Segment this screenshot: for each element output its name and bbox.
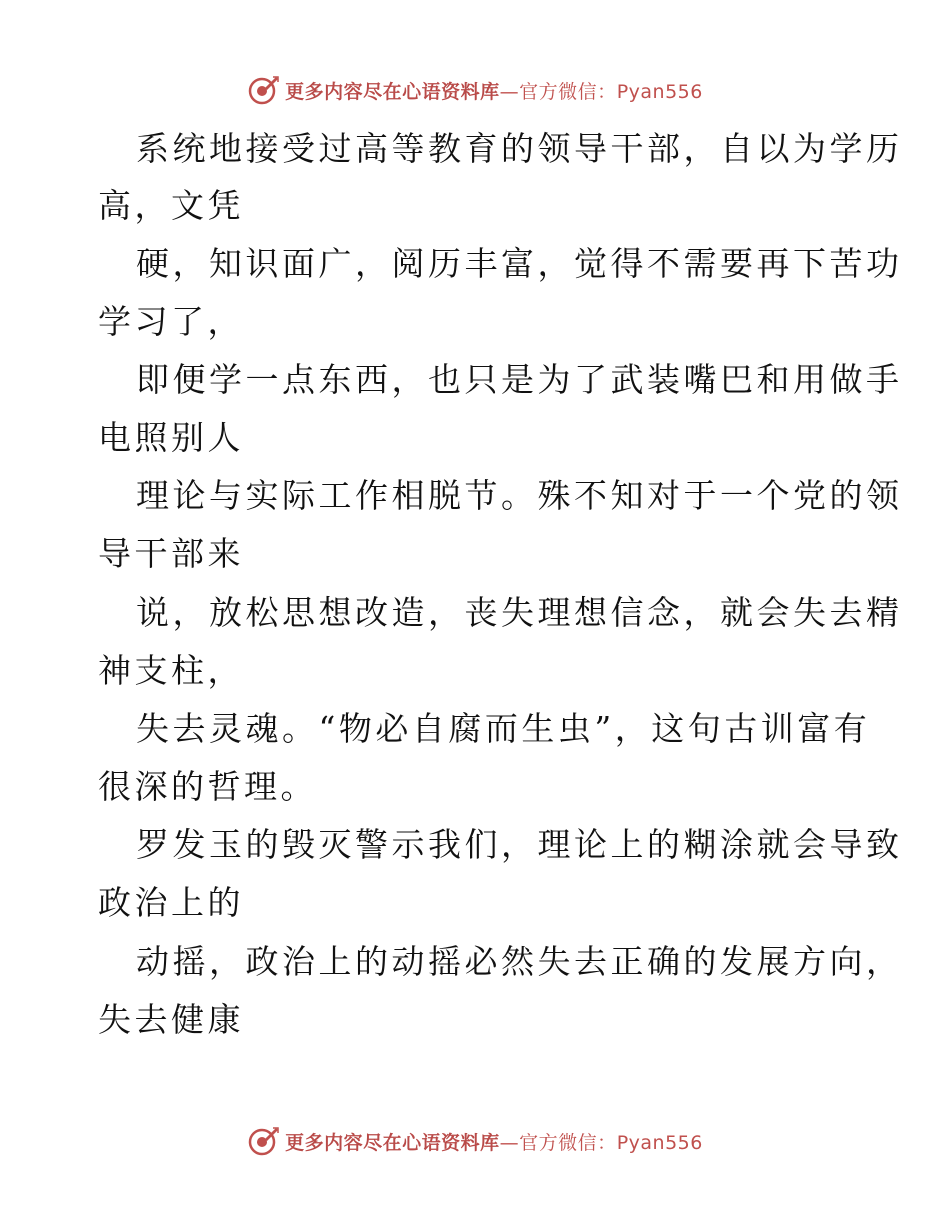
body-line: 电照别人: [98, 418, 244, 457]
header-banner-text: [285, 77, 703, 104]
body-line: 系统地接受过高等教育的领导干部，自以为学历: [136, 129, 903, 168]
body-line: 理论与实际工作相脱节。殊不知对于一个党的领: [136, 476, 903, 515]
pen-nib-logo-icon: [247, 74, 279, 106]
header-brand: 更多内容尽在心语资料库: [285, 80, 500, 103]
body-line: 高，文凭: [98, 186, 244, 225]
body-line: 失去健康: [98, 1000, 244, 1039]
header-wechat: Pyan556: [616, 80, 703, 103]
body-line: 硬，知识面广，阅历丰富，觉得不需要再下苦功: [136, 244, 903, 283]
footer-banner-text: [285, 1128, 703, 1155]
header-suffix: —官方微信：: [499, 80, 617, 103]
pen-nib-logo-icon: [247, 1125, 279, 1157]
body-line: 政治上的: [98, 883, 244, 922]
body-line: 失去灵魂。“物必自腐而生虫”，这句古训富有: [136, 709, 871, 748]
footer-brand: 更多内容尽在心语资料库: [285, 1131, 500, 1154]
body-line: 动摇，政治上的动摇必然失去正确的发展方向，: [136, 942, 903, 981]
body-line: 神支柱，: [98, 651, 244, 690]
footer-suffix: —官方微信：: [499, 1131, 617, 1154]
body-line: 罗发玉的毁灭警示我们，理论上的糊涂就会导致: [136, 825, 903, 864]
footer-banner: [0, 1121, 950, 1161]
header-banner: [0, 70, 950, 110]
body-line: 很深的哲理。: [98, 767, 317, 806]
body-line: 学习了，: [98, 302, 244, 341]
body-line: 导干部来: [98, 534, 244, 573]
body-line: 即便学一点东西，也只是为了武装嘴巴和用做手: [136, 360, 903, 399]
footer-wechat: Pyan556: [616, 1131, 703, 1154]
body-line: 说，放松思想改造，丧失理想信念，就会失去精: [136, 593, 903, 632]
